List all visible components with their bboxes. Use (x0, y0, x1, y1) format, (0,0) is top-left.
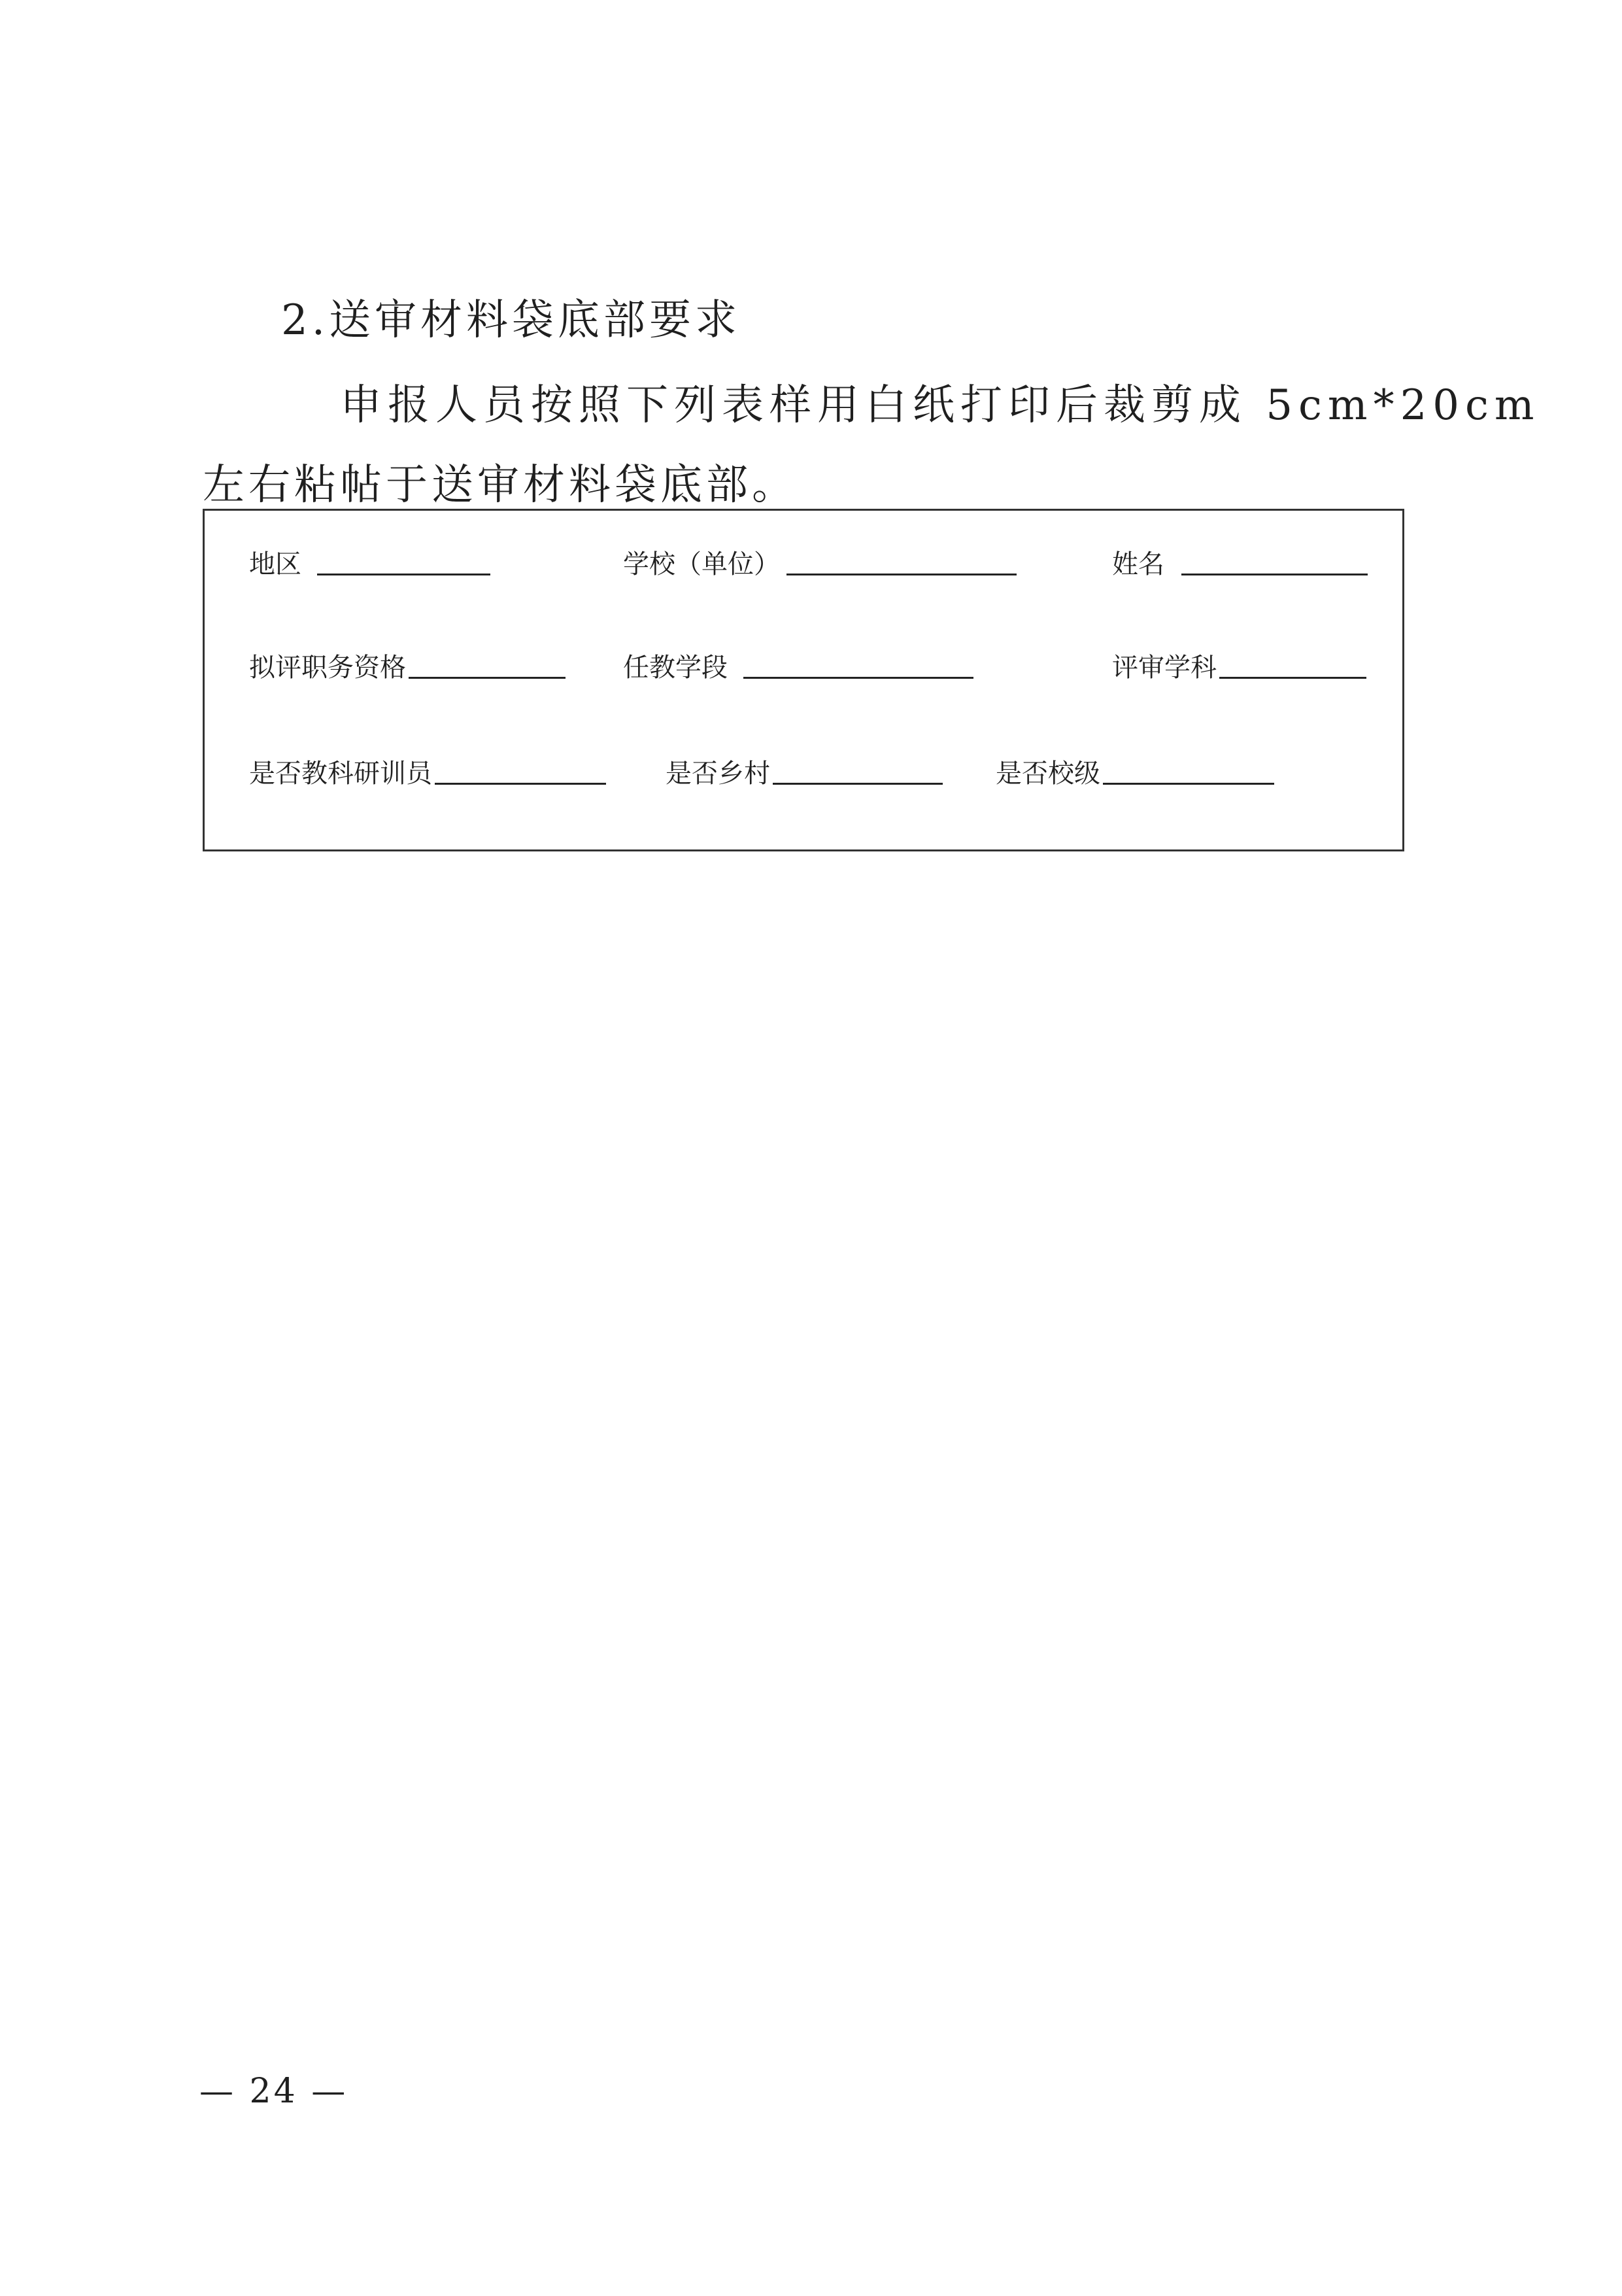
stage-label: 任教学段 (623, 653, 728, 683)
paragraph-line-1: 申报人员按照下列表样用白纸打印后裁剪成 5cm*20cm (340, 381, 1540, 430)
rural-blank (773, 780, 943, 785)
title-blank (409, 674, 566, 679)
school-blank (786, 571, 1017, 575)
school-field (623, 543, 1017, 581)
subject-blank (1219, 674, 1366, 679)
name-label: 姓名 (1112, 549, 1164, 579)
rural-field (666, 753, 943, 790)
subject-label: 评审学科 (1112, 653, 1217, 683)
school-level-label: 是否校级 (996, 759, 1100, 789)
stage-field (623, 647, 973, 684)
name-field (1112, 543, 1368, 581)
label-form-box (203, 509, 1404, 851)
page-number: — 24 — (199, 2072, 348, 2111)
paragraph-line-2: 左右粘帖于送审材料袋底部。 (203, 461, 798, 509)
researcher-label: 是否教科研训员 (249, 759, 432, 789)
researcher-field (249, 753, 606, 790)
school-label: 学校（单位） (623, 549, 780, 579)
researcher-blank (435, 780, 606, 785)
subject-field (1112, 647, 1366, 684)
region-field (249, 543, 490, 581)
rural-label: 是否乡村 (666, 759, 770, 789)
region-blank (317, 571, 490, 575)
title-field (249, 647, 566, 684)
section-heading: 2.送审材料袋底部要求 (281, 296, 741, 345)
school-level-field (996, 753, 1274, 790)
name-blank (1181, 571, 1368, 575)
stage-blank (743, 674, 973, 679)
title-label: 拟评职务资格 (249, 653, 406, 683)
school-level-blank (1103, 780, 1274, 785)
region-label: 地区 (249, 549, 301, 579)
